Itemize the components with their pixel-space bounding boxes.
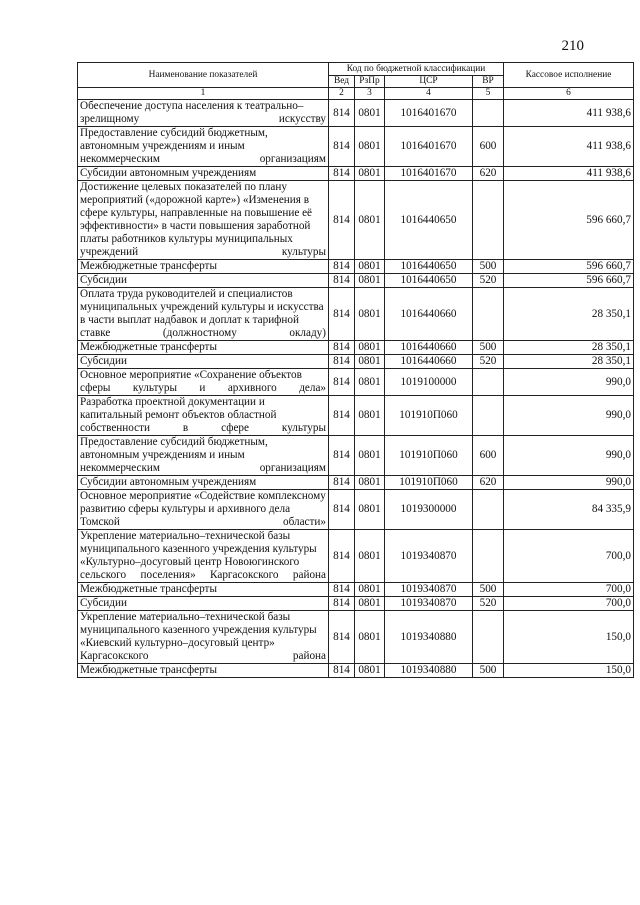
row-csr: 1016440650 bbox=[385, 260, 473, 274]
table-row bbox=[78, 369, 634, 396]
row-vr: 500 bbox=[473, 664, 504, 678]
row-ved: 814 bbox=[329, 260, 355, 274]
row-rzpr: 0801 bbox=[355, 530, 385, 583]
row-csr: 1019340870 bbox=[385, 530, 473, 583]
row-vr: 620 bbox=[473, 167, 504, 181]
header-num-3: 3 bbox=[355, 88, 385, 100]
row-rzpr: 0801 bbox=[355, 664, 385, 678]
table-row bbox=[78, 260, 634, 274]
row-name: Предоставление субсидий бюджетным, автономным учреждениям и иным некоммерческим организациям bbox=[78, 127, 329, 167]
row-amount: 411 938,6 bbox=[504, 100, 634, 127]
row-rzpr: 0801 bbox=[355, 583, 385, 597]
row-name: Обеспечение доступа населения к театрально–зрелищному искусству bbox=[78, 100, 329, 127]
row-ved: 814 bbox=[329, 396, 355, 436]
header-num-5: 5 bbox=[473, 88, 504, 100]
table-row bbox=[78, 476, 634, 490]
row-amount: 150,0 bbox=[504, 611, 634, 664]
row-vr bbox=[473, 611, 504, 664]
row-csr: 1019300000 bbox=[385, 490, 473, 530]
row-name: Разработка проектной документации и капитальный ремонт объектов областной собственности в сфере культуры bbox=[78, 396, 329, 436]
table-row bbox=[78, 597, 634, 611]
row-rzpr: 0801 bbox=[355, 127, 385, 167]
row-ved: 814 bbox=[329, 341, 355, 355]
row-ved: 814 bbox=[329, 583, 355, 597]
row-csr: 101910П060 bbox=[385, 396, 473, 436]
row-ved: 814 bbox=[329, 490, 355, 530]
row-ved: 814 bbox=[329, 611, 355, 664]
row-name: Укрепление материально–технической базы муниципального казенного учреждения культуры «Культурно–досуговый центр Новоюгинского сельского поселения» Каргасокского района bbox=[78, 530, 329, 583]
row-rzpr: 0801 bbox=[355, 597, 385, 611]
table-row bbox=[78, 274, 634, 288]
row-rzpr: 0801 bbox=[355, 260, 385, 274]
row-csr: 1016440660 bbox=[385, 288, 473, 341]
header-num-4: 4 bbox=[385, 88, 473, 100]
row-vr: 620 bbox=[473, 476, 504, 490]
row-csr: 1016440660 bbox=[385, 341, 473, 355]
header-num-2: 2 bbox=[329, 88, 355, 100]
row-amount: 596 660,7 bbox=[504, 181, 634, 260]
row-ved: 814 bbox=[329, 355, 355, 369]
row-csr: 1019100000 bbox=[385, 369, 473, 396]
row-amount: 700,0 bbox=[504, 530, 634, 583]
row-amount: 28 350,1 bbox=[504, 288, 634, 341]
row-ved: 814 bbox=[329, 530, 355, 583]
row-vr: 500 bbox=[473, 341, 504, 355]
row-name: Субсидии bbox=[78, 355, 329, 369]
row-csr: 1016401670 bbox=[385, 167, 473, 181]
header-csr: ЦСР bbox=[385, 76, 473, 88]
header-rzpr: РзПр bbox=[355, 76, 385, 88]
table-row bbox=[78, 436, 634, 476]
row-vr: 520 bbox=[473, 597, 504, 611]
row-name: Субсидии bbox=[78, 597, 329, 611]
row-amount: 700,0 bbox=[504, 597, 634, 611]
row-vr bbox=[473, 100, 504, 127]
row-ved: 814 bbox=[329, 181, 355, 260]
row-rzpr: 0801 bbox=[355, 355, 385, 369]
table-row bbox=[78, 396, 634, 436]
row-name: Субсидии автономным учреждениям bbox=[78, 167, 329, 181]
row-vr: 600 bbox=[473, 127, 504, 167]
row-amount: 990,0 bbox=[504, 369, 634, 396]
row-vr bbox=[473, 396, 504, 436]
table-row bbox=[78, 167, 634, 181]
row-name: Оплата труда руководителей и специалистов муниципальных учреждений культуры и искусства в части выплат надбавок и доплат к тарифной ставке (должностному окладу) bbox=[78, 288, 329, 341]
row-vr: 520 bbox=[473, 355, 504, 369]
row-amount: 411 938,6 bbox=[504, 167, 634, 181]
row-name: Основное мероприятие «Содействие комплексному развитию сферы культуры и архивного дела Томской области» bbox=[78, 490, 329, 530]
table-row bbox=[78, 341, 634, 355]
row-name: Межбюджетные трансферты bbox=[78, 664, 329, 678]
row-csr: 1016440650 bbox=[385, 274, 473, 288]
row-ved: 814 bbox=[329, 274, 355, 288]
row-ved: 814 bbox=[329, 664, 355, 678]
row-rzpr: 0801 bbox=[355, 369, 385, 396]
row-rzpr: 0801 bbox=[355, 490, 385, 530]
row-csr: 1016440650 bbox=[385, 181, 473, 260]
row-amount: 990,0 bbox=[504, 396, 634, 436]
row-rzpr: 0801 bbox=[355, 274, 385, 288]
table-row bbox=[78, 288, 634, 341]
row-ved: 814 bbox=[329, 127, 355, 167]
row-csr: 1016401670 bbox=[385, 100, 473, 127]
header-num-1: 1 bbox=[78, 88, 329, 100]
page-number: 210 bbox=[561, 38, 584, 54]
row-name: Межбюджетные трансферты bbox=[78, 260, 329, 274]
row-ved: 814 bbox=[329, 100, 355, 127]
header-ved: Вед bbox=[329, 76, 355, 88]
row-csr: 101910П060 bbox=[385, 436, 473, 476]
row-name: Субсидии автономным учреждениям bbox=[78, 476, 329, 490]
row-amount: 990,0 bbox=[504, 436, 634, 476]
row-rzpr: 0801 bbox=[355, 341, 385, 355]
row-csr: 1019340880 bbox=[385, 611, 473, 664]
row-name: Межбюджетные трансферты bbox=[78, 583, 329, 597]
row-csr: 1016440660 bbox=[385, 355, 473, 369]
table-row bbox=[78, 181, 634, 260]
row-vr bbox=[473, 369, 504, 396]
budget-table bbox=[77, 62, 634, 678]
row-vr bbox=[473, 490, 504, 530]
table-row bbox=[78, 127, 634, 167]
row-rzpr: 0801 bbox=[355, 100, 385, 127]
row-ved: 814 bbox=[329, 288, 355, 341]
row-rzpr: 0801 bbox=[355, 436, 385, 476]
row-amount: 700,0 bbox=[504, 583, 634, 597]
row-name: Межбюджетные трансферты bbox=[78, 341, 329, 355]
row-amount: 28 350,1 bbox=[504, 355, 634, 369]
header-numbers-row bbox=[78, 88, 634, 100]
table-row bbox=[78, 611, 634, 664]
row-amount: 596 660,7 bbox=[504, 260, 634, 274]
row-csr: 1019340870 bbox=[385, 583, 473, 597]
row-rzpr: 0801 bbox=[355, 181, 385, 260]
row-rzpr: 0801 bbox=[355, 611, 385, 664]
row-name: Укрепление материально–технической базы муниципального казенного учреждения культуры «Киевский культурно–досуговый центр» Каргасокского района bbox=[78, 611, 329, 664]
table-row bbox=[78, 490, 634, 530]
row-vr: 500 bbox=[473, 583, 504, 597]
row-name: Достижение целевых показателей по плану мероприятий («дорожной карте») «Изменения в сфере культуры, направленные на повышение её эффективности» в части повышения заработной платы работников культуры муниципальных учреждений культуры bbox=[78, 181, 329, 260]
row-ved: 814 bbox=[329, 369, 355, 396]
row-csr: 1019340870 bbox=[385, 597, 473, 611]
table-row bbox=[78, 100, 634, 127]
row-ved: 814 bbox=[329, 167, 355, 181]
table-row bbox=[78, 355, 634, 369]
row-vr bbox=[473, 530, 504, 583]
row-vr: 500 bbox=[473, 260, 504, 274]
row-rzpr: 0801 bbox=[355, 476, 385, 490]
table-row bbox=[78, 530, 634, 583]
row-ved: 814 bbox=[329, 476, 355, 490]
row-csr: 1019340880 bbox=[385, 664, 473, 678]
row-name: Предоставление субсидий бюджетным, автономным учреждениям и иным некоммерческим организациям bbox=[78, 436, 329, 476]
row-name: Основное мероприятие «Сохранение объектов сферы культуры и архивного дела» bbox=[78, 369, 329, 396]
row-amount: 84 335,9 bbox=[504, 490, 634, 530]
header-code-group: Код по бюджетной классификации bbox=[329, 63, 504, 76]
row-vr bbox=[473, 181, 504, 260]
row-ved: 814 bbox=[329, 436, 355, 476]
row-rzpr: 0801 bbox=[355, 396, 385, 436]
row-rzpr: 0801 bbox=[355, 167, 385, 181]
header-cash: Кассовое исполнение bbox=[504, 63, 634, 88]
row-amount: 596 660,7 bbox=[504, 274, 634, 288]
row-amount: 990,0 bbox=[504, 476, 634, 490]
table-header bbox=[78, 63, 634, 100]
row-amount: 150,0 bbox=[504, 664, 634, 678]
row-vr bbox=[473, 288, 504, 341]
row-vr: 520 bbox=[473, 274, 504, 288]
row-amount: 28 350,1 bbox=[504, 341, 634, 355]
table-row bbox=[78, 664, 634, 678]
row-csr: 1016401670 bbox=[385, 127, 473, 167]
row-name: Субсидии bbox=[78, 274, 329, 288]
header-name: Наименование показателей bbox=[78, 63, 329, 88]
row-csr: 101910П060 bbox=[385, 476, 473, 490]
row-rzpr: 0801 bbox=[355, 288, 385, 341]
table-body bbox=[78, 100, 634, 678]
header-vr: ВР bbox=[473, 76, 504, 88]
row-ved: 814 bbox=[329, 597, 355, 611]
row-amount: 411 938,6 bbox=[504, 127, 634, 167]
header-num-6: 6 bbox=[504, 88, 634, 100]
table-row bbox=[78, 583, 634, 597]
row-vr: 600 bbox=[473, 436, 504, 476]
